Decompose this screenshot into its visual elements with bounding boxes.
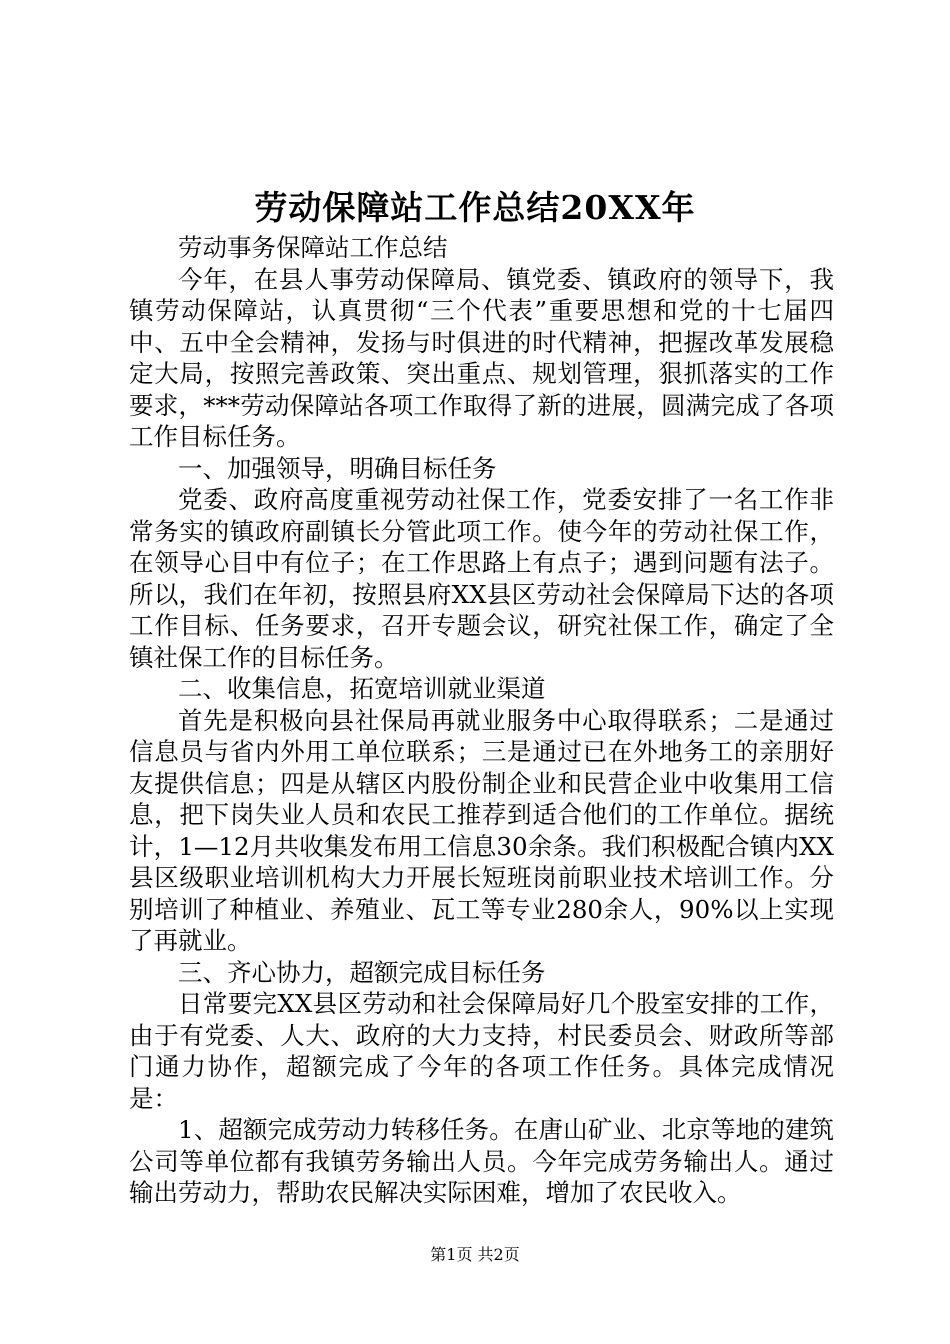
document-body (129, 232, 834, 1209)
section-heading-2: 二、收集信息，拓宽培训就业渠道 (178, 674, 546, 703)
subtitle-paragraph: 劳动事务保障站工作总结 (178, 233, 448, 262)
section-heading-1: 一、加强领导，明确目标任务 (178, 453, 497, 483)
intro-paragraph: 今年，在县人事劳动保障局、镇党委、镇政府的领导下，我镇劳动保障站，认真贯彻“三个代表”重要思想和党的十七届四中、五中全会精神，发扬与时俱进的时代精神，把握改革发展稳定大局，按照完善政策、突出重点、规划管理，狠抓落实的工作要求，***劳动保障站各项工作取得了新的进展，圆满完成了各项工作目标任务。 (129, 264, 834, 451)
section-3-paragraph: 日常要完XX县区劳动和社会保障局好几个股室安排的工作，由于有党委、人大、政府的大力支持，村民委员会、财政所等部门通力协作，超额完成了今年的各项工作任务。具体完成情况是： (129, 989, 834, 1113)
section-1-paragraph: 党委、政府高度重视劳动社保工作，党委安排了一名工作非常务实的镇政府副镇长分管此项工作。使今年的劳动社保工作，在领导心目中有位子；在工作思路上有点子；遇到问题有法子。所以，我们在年初，按照县府XX县区劳动社会保障局下达的各项工作目标、任务要求，召开专题会议，研究社保工作，确定了全镇社保工作的目标任务。 (129, 485, 834, 672)
section-2-paragraph: 首先是积极向县社保局再就业服务中心取得联系；二是通过信息员与省内外用工单位联系；三是通过已在外地务工的亲朋好友提供信息；四是从辖区内股份制企业和民营企业中收集用工信息，把下岗失业人员和农民工推荐到适合他们的工作单位。据统计，1—12月共收集发布用工信息30余条。我们积极配合镇内XX县区级职业培训机构大力开展长短班岗前职业技术培训工作。分别培训了种植业、养殖业、瓦工等专业280余人，90%以上实现了再就业。 (129, 705, 834, 955)
page-footer: 第1页 共2页 (430, 1245, 520, 1264)
item-1-paragraph: 1、超额完成劳动力转移任务。在唐山矿业、北京等地的建筑公司等单位都有我镇劳务输出人员。今年完成劳务输出人。通过输出劳动力，帮助农民解决实际困难，增加了农民收入。 (129, 1115, 834, 1207)
document-title: 劳动保障站工作总结20XX年 (254, 188, 696, 227)
section-heading-3: 三、齐心协力，超额完成目标任务 (178, 957, 546, 987)
